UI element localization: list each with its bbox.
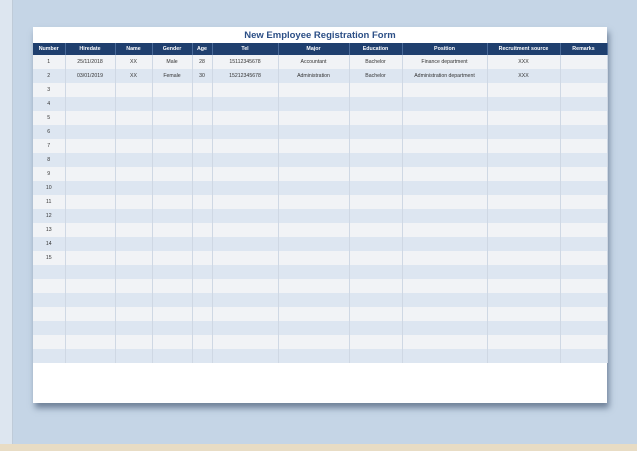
table-cell[interactable]: [65, 293, 115, 307]
table-cell[interactable]: 9: [33, 167, 65, 181]
table-cell[interactable]: [65, 335, 115, 349]
table-row: [33, 237, 607, 251]
table-cell[interactable]: [402, 349, 487, 363]
table-cell[interactable]: [115, 167, 152, 181]
table-cell[interactable]: [212, 251, 278, 265]
table-cell[interactable]: [192, 153, 212, 167]
table-cell[interactable]: [278, 209, 349, 223]
table-cell[interactable]: [349, 195, 402, 209]
table-cell[interactable]: [33, 293, 65, 307]
table-cell[interactable]: [349, 349, 402, 363]
table-cell[interactable]: [115, 209, 152, 223]
table-cell[interactable]: [487, 237, 560, 251]
table-cell[interactable]: [65, 321, 115, 335]
employee-table: [33, 43, 608, 363]
table-cell[interactable]: [560, 97, 607, 111]
table-cell[interactable]: [152, 265, 192, 279]
table-cell[interactable]: [192, 293, 212, 307]
table-cell[interactable]: [33, 265, 65, 279]
table-cell[interactable]: [115, 279, 152, 293]
table-cell[interactable]: [487, 293, 560, 307]
column-header: Number: [33, 43, 65, 55]
table-cell[interactable]: [278, 153, 349, 167]
table-cell[interactable]: [65, 83, 115, 97]
table-cell[interactable]: [402, 251, 487, 265]
table-cell[interactable]: [402, 237, 487, 251]
table-cell[interactable]: [349, 321, 402, 335]
table-cell[interactable]: [402, 97, 487, 111]
table-cell[interactable]: [115, 335, 152, 349]
table-cell[interactable]: [560, 223, 607, 237]
table-cell[interactable]: [115, 83, 152, 97]
table-cell[interactable]: [115, 153, 152, 167]
table-cell[interactable]: [402, 265, 487, 279]
table-cell[interactable]: [278, 111, 349, 125]
table-cell[interactable]: [192, 307, 212, 321]
table-row: [33, 251, 607, 265]
table-cell[interactable]: [152, 293, 192, 307]
table-cell[interactable]: [192, 279, 212, 293]
table-cell[interactable]: [487, 167, 560, 181]
table-cell[interactable]: XXX: [487, 69, 560, 83]
table-cell[interactable]: [65, 279, 115, 293]
table-row: [33, 349, 607, 363]
table-cell[interactable]: Bachelor: [349, 69, 402, 83]
table-cell[interactable]: [192, 125, 212, 139]
table-cell[interactable]: [212, 181, 278, 195]
table-cell[interactable]: [115, 97, 152, 111]
table-cell[interactable]: [192, 209, 212, 223]
table-cell[interactable]: 14: [33, 237, 65, 251]
table-cell[interactable]: 4: [33, 97, 65, 111]
table-cell[interactable]: [487, 335, 560, 349]
table-cell[interactable]: [33, 349, 65, 363]
column-header: Recruitment source: [487, 43, 560, 55]
table-row: [33, 209, 607, 223]
table-cell[interactable]: [560, 125, 607, 139]
table-cell[interactable]: Accountant: [278, 55, 349, 69]
table-cell[interactable]: [349, 251, 402, 265]
table-cell[interactable]: [115, 111, 152, 125]
table-cell[interactable]: [487, 111, 560, 125]
table-cell[interactable]: [65, 125, 115, 139]
table-cell[interactable]: XX: [115, 69, 152, 83]
table-row: [33, 279, 607, 293]
table-cell[interactable]: [192, 237, 212, 251]
table-cell[interactable]: [278, 223, 349, 237]
table-cell[interactable]: [33, 321, 65, 335]
table-cell[interactable]: [278, 181, 349, 195]
table-cell[interactable]: [152, 125, 192, 139]
table-cell[interactable]: 13: [33, 223, 65, 237]
table-cell[interactable]: [402, 139, 487, 153]
table-cell[interactable]: [212, 279, 278, 293]
table-cell[interactable]: [349, 265, 402, 279]
table-cell[interactable]: [278, 251, 349, 265]
table-cell[interactable]: [152, 349, 192, 363]
table-cell[interactable]: [402, 181, 487, 195]
table-cell[interactable]: [560, 195, 607, 209]
table-cell[interactable]: 15212345678: [212, 69, 278, 83]
table-cell[interactable]: [192, 97, 212, 111]
table-cell[interactable]: [487, 321, 560, 335]
table-cell[interactable]: [560, 321, 607, 335]
table-cell[interactable]: [65, 97, 115, 111]
table-cell[interactable]: [487, 125, 560, 139]
table-cell[interactable]: [349, 209, 402, 223]
column-header: Education: [349, 43, 402, 55]
table-cell[interactable]: [560, 83, 607, 97]
table-cell[interactable]: [487, 153, 560, 167]
table-cell[interactable]: [402, 223, 487, 237]
registration-sheet: [33, 27, 607, 403]
table-row: [33, 265, 607, 279]
table-cell[interactable]: [115, 265, 152, 279]
column-header: Name: [115, 43, 152, 55]
table-cell[interactable]: 25/11/2018: [65, 55, 115, 69]
table-cell[interactable]: [152, 251, 192, 265]
table-cell[interactable]: [192, 167, 212, 181]
table-cell[interactable]: [115, 181, 152, 195]
table-cell[interactable]: [115, 125, 152, 139]
table-cell[interactable]: [192, 251, 212, 265]
table-cell[interactable]: [487, 223, 560, 237]
table-cell[interactable]: [152, 167, 192, 181]
table-cell[interactable]: [192, 321, 212, 335]
table-cell[interactable]: [115, 349, 152, 363]
table-cell[interactable]: [278, 293, 349, 307]
table-row: [33, 223, 607, 237]
column-header: Tel: [212, 43, 278, 55]
table-cell[interactable]: [560, 237, 607, 251]
table-cell[interactable]: Bachelor: [349, 55, 402, 69]
table-cell[interactable]: [33, 307, 65, 321]
table-cell[interactable]: [349, 223, 402, 237]
table-cell[interactable]: [402, 125, 487, 139]
table-cell[interactable]: 1: [33, 55, 65, 69]
table-cell[interactable]: [402, 111, 487, 125]
table-cell[interactable]: [349, 139, 402, 153]
table-cell[interactable]: [192, 265, 212, 279]
window-left-edge: [0, 0, 13, 451]
table-cell[interactable]: [402, 195, 487, 209]
table-cell[interactable]: 2: [33, 69, 65, 83]
table-cell[interactable]: [278, 307, 349, 321]
table-cell[interactable]: [212, 321, 278, 335]
table-row: [33, 293, 607, 307]
table-row: [33, 181, 607, 195]
table-cell[interactable]: [487, 83, 560, 97]
table-cell[interactable]: [115, 195, 152, 209]
table-cell[interactable]: [192, 83, 212, 97]
table-cell[interactable]: 6: [33, 125, 65, 139]
table-cell[interactable]: [65, 209, 115, 223]
table-cell[interactable]: 5: [33, 111, 65, 125]
table-cell[interactable]: XX: [115, 55, 152, 69]
table-cell[interactable]: [560, 139, 607, 153]
table-cell[interactable]: 03/01/2019: [65, 69, 115, 83]
table-cell[interactable]: [152, 223, 192, 237]
table-cell[interactable]: [212, 307, 278, 321]
table-cell[interactable]: [278, 167, 349, 181]
table-cell[interactable]: [349, 111, 402, 125]
table-row: [33, 195, 607, 209]
table-body: [33, 55, 607, 363]
table-row: [33, 111, 607, 125]
table-cell[interactable]: [212, 237, 278, 251]
table-cell[interactable]: [349, 335, 402, 349]
table-cell[interactable]: [212, 111, 278, 125]
table-cell[interactable]: [349, 167, 402, 181]
table-cell[interactable]: 12: [33, 209, 65, 223]
table-cell[interactable]: [65, 223, 115, 237]
table-cell[interactable]: [278, 83, 349, 97]
table-cell[interactable]: [115, 237, 152, 251]
table-cell[interactable]: [152, 153, 192, 167]
table-cell[interactable]: [560, 335, 607, 349]
table-cell[interactable]: [278, 97, 349, 111]
table-cell[interactable]: 10: [33, 181, 65, 195]
table-cell[interactable]: [349, 279, 402, 293]
table-cell[interactable]: [65, 349, 115, 363]
table-cell[interactable]: [65, 111, 115, 125]
table-row: [33, 307, 607, 321]
table-cell[interactable]: [65, 181, 115, 195]
table-cell[interactable]: [192, 181, 212, 195]
table-cell[interactable]: [278, 279, 349, 293]
table-cell[interactable]: 15: [33, 251, 65, 265]
table-cell[interactable]: [152, 321, 192, 335]
table-cell[interactable]: [402, 293, 487, 307]
table-cell[interactable]: [402, 307, 487, 321]
table-cell[interactable]: [192, 223, 212, 237]
table-cell[interactable]: Administration department: [402, 69, 487, 83]
table-row: [33, 321, 607, 335]
table-cell[interactable]: [349, 153, 402, 167]
table-cell[interactable]: [212, 125, 278, 139]
table-cell[interactable]: Administration: [278, 69, 349, 83]
table-cell[interactable]: [65, 139, 115, 153]
table-cell[interactable]: [152, 237, 192, 251]
table-row: [33, 83, 607, 97]
table-cell[interactable]: [192, 335, 212, 349]
table-cell[interactable]: 11: [33, 195, 65, 209]
table-cell[interactable]: [560, 153, 607, 167]
table-cell[interactable]: [115, 251, 152, 265]
table-cell[interactable]: [349, 293, 402, 307]
table-cell[interactable]: [278, 349, 349, 363]
table-row: [33, 125, 607, 139]
table-cell[interactable]: 8: [33, 153, 65, 167]
table-cell[interactable]: [349, 83, 402, 97]
table-cell[interactable]: [487, 139, 560, 153]
table-cell[interactable]: [349, 307, 402, 321]
table-cell[interactable]: [560, 167, 607, 181]
table-cell[interactable]: [152, 279, 192, 293]
table-cell[interactable]: [349, 97, 402, 111]
table-cell[interactable]: [212, 335, 278, 349]
table-cell[interactable]: [278, 321, 349, 335]
column-header: Gender: [152, 43, 192, 55]
table-row: [33, 55, 607, 69]
table-row: [33, 335, 607, 349]
table-cell[interactable]: [212, 153, 278, 167]
table-cell[interactable]: [402, 153, 487, 167]
table-cell[interactable]: 15112345678: [212, 55, 278, 69]
table-cell[interactable]: [212, 195, 278, 209]
table-cell[interactable]: [152, 335, 192, 349]
table-cell[interactable]: [192, 349, 212, 363]
table-cell[interactable]: [152, 83, 192, 97]
table-cell[interactable]: [487, 251, 560, 265]
table-cell[interactable]: [115, 293, 152, 307]
column-header: Remarks: [560, 43, 607, 55]
table-cell[interactable]: [152, 97, 192, 111]
column-header: Hiredate: [65, 43, 115, 55]
table-row: [33, 97, 607, 111]
table-cell[interactable]: [212, 139, 278, 153]
table-cell[interactable]: [487, 181, 560, 195]
column-header: Age: [192, 43, 212, 55]
table-cell[interactable]: [487, 349, 560, 363]
table-cell[interactable]: [560, 111, 607, 125]
table-cell[interactable]: [152, 209, 192, 223]
table-cell[interactable]: Male: [152, 55, 192, 69]
table-cell[interactable]: [487, 209, 560, 223]
table-cell[interactable]: [560, 69, 607, 83]
table-cell[interactable]: [560, 265, 607, 279]
column-header: Position: [402, 43, 487, 55]
table-cell[interactable]: [152, 181, 192, 195]
table-cell[interactable]: [152, 111, 192, 125]
table-cell[interactable]: [115, 223, 152, 237]
table-row: [33, 69, 607, 83]
table-cell[interactable]: [402, 83, 487, 97]
table-cell[interactable]: [560, 307, 607, 321]
table-cell[interactable]: [212, 223, 278, 237]
table-cell[interactable]: [487, 279, 560, 293]
table-cell[interactable]: [402, 279, 487, 293]
table-cell[interactable]: [33, 279, 65, 293]
table-cell[interactable]: [115, 139, 152, 153]
table-cell[interactable]: [212, 167, 278, 181]
table-cell[interactable]: [560, 55, 607, 69]
table-cell[interactable]: 7: [33, 139, 65, 153]
table-cell[interactable]: [152, 139, 192, 153]
table-cell[interactable]: [560, 349, 607, 363]
header-row: [33, 43, 607, 55]
table-row: [33, 167, 607, 181]
table-cell[interactable]: [560, 279, 607, 293]
table-cell[interactable]: [65, 307, 115, 321]
table-cell[interactable]: Female: [152, 69, 192, 83]
table-cell[interactable]: [278, 265, 349, 279]
table-cell[interactable]: [115, 307, 152, 321]
table-cell[interactable]: [33, 335, 65, 349]
table-cell[interactable]: [278, 335, 349, 349]
table-cell[interactable]: [212, 209, 278, 223]
table-cell[interactable]: [487, 265, 560, 279]
table-cell[interactable]: [349, 237, 402, 251]
table-cell[interactable]: [65, 167, 115, 181]
table-cell[interactable]: [402, 321, 487, 335]
table-cell[interactable]: [65, 195, 115, 209]
table-cell[interactable]: [192, 111, 212, 125]
table-cell[interactable]: [212, 349, 278, 363]
table-cell[interactable]: [65, 251, 115, 265]
table-cell[interactable]: [487, 307, 560, 321]
table-cell[interactable]: [402, 167, 487, 181]
table-cell[interactable]: [65, 265, 115, 279]
table-cell[interactable]: [115, 321, 152, 335]
table-cell[interactable]: [560, 251, 607, 265]
table-cell[interactable]: Finance department: [402, 55, 487, 69]
table-cell[interactable]: [278, 125, 349, 139]
table-cell[interactable]: [152, 307, 192, 321]
table-cell[interactable]: [212, 83, 278, 97]
table-cell[interactable]: [487, 195, 560, 209]
table-cell[interactable]: [192, 139, 212, 153]
table-cell[interactable]: 30: [192, 69, 212, 83]
table-cell[interactable]: [402, 335, 487, 349]
table-cell[interactable]: [278, 139, 349, 153]
table-cell[interactable]: [192, 195, 212, 209]
table-cell[interactable]: [212, 293, 278, 307]
window-bottom-edge: [0, 444, 637, 451]
table-cell[interactable]: [349, 181, 402, 195]
table-cell[interactable]: [349, 125, 402, 139]
table-row: [33, 153, 607, 167]
table-cell[interactable]: [212, 97, 278, 111]
table-cell[interactable]: [278, 195, 349, 209]
table-cell[interactable]: [560, 293, 607, 307]
column-header: Major: [278, 43, 349, 55]
table-cell[interactable]: [402, 209, 487, 223]
table-cell[interactable]: [65, 237, 115, 251]
table-cell[interactable]: [65, 153, 115, 167]
table-cell[interactable]: [212, 265, 278, 279]
table-cell[interactable]: [560, 181, 607, 195]
table-cell[interactable]: 28: [192, 55, 212, 69]
table-row: [33, 139, 607, 153]
table-cell[interactable]: [560, 209, 607, 223]
table-cell[interactable]: 3: [33, 83, 65, 97]
table-cell[interactable]: [278, 237, 349, 251]
table-cell[interactable]: XXX: [487, 55, 560, 69]
table-cell[interactable]: [487, 97, 560, 111]
form-title: New Employee Registration Form: [244, 30, 396, 41]
table-cell[interactable]: [152, 195, 192, 209]
